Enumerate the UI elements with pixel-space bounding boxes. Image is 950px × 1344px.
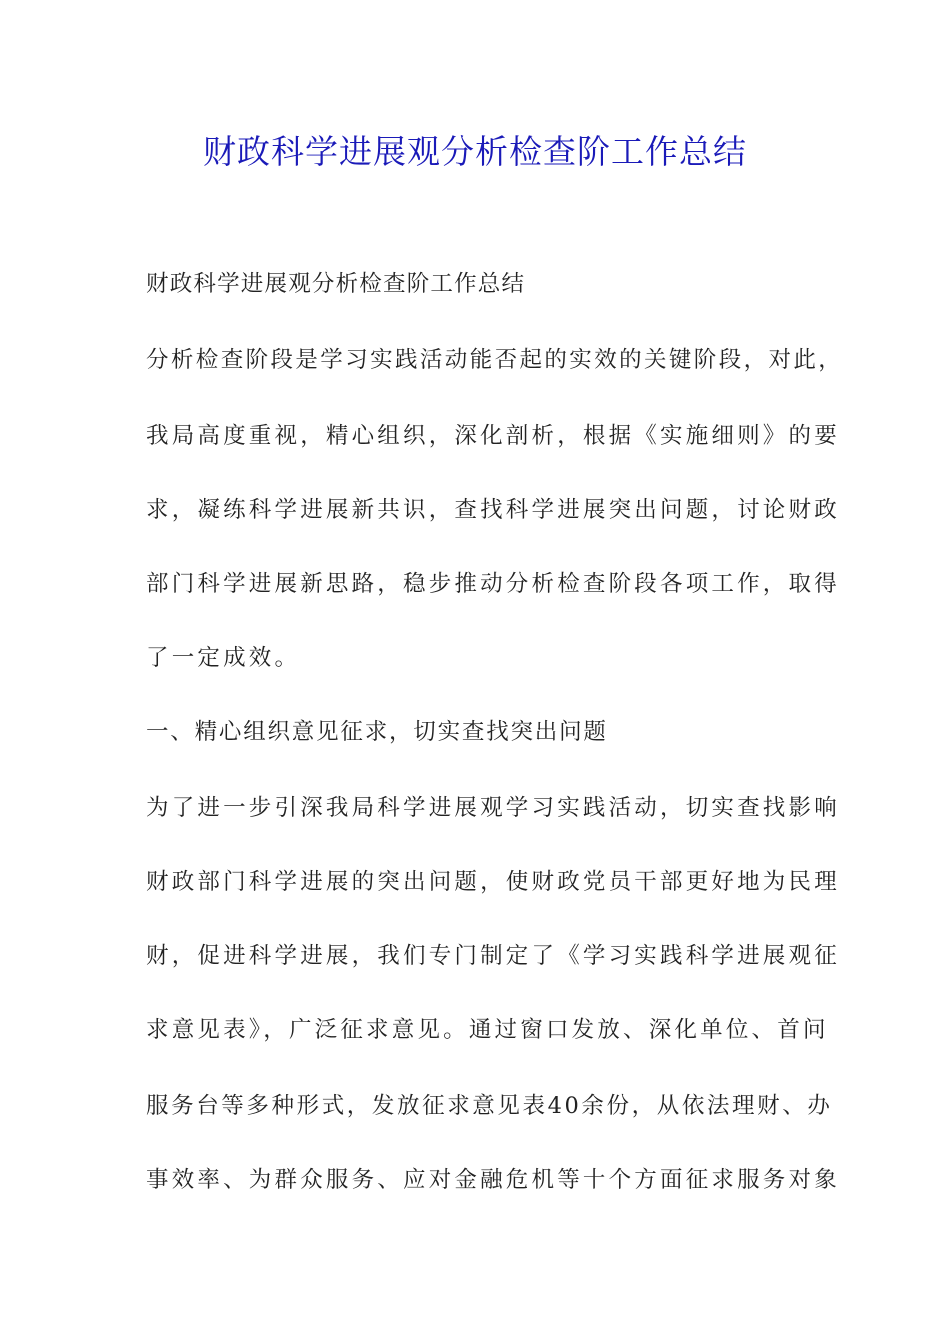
paragraph-line: 事效率、为群众服务、应对金融危机等十个方面征求服务对象 — [146, 1167, 840, 1193]
paragraph-line: 求意见表》，广泛征求意见。通过窗口发放、深化单位、首问 — [146, 1017, 829, 1043]
paragraph-line: 我局高度重视，精心组织，深化剖析，根据《实施细则》的要 — [146, 423, 840, 449]
paragraph-line: 部门科学进展新思路，稳步推动分析检查阶段各项工作，取得 — [146, 571, 840, 597]
document-title: 财政科学进展观分析检查阶工作总结 — [203, 132, 747, 171]
subtitle-line: 财政科学进展观分析检查阶工作总结 — [146, 271, 526, 297]
paragraph-line: 求，凝练科学进展新共识，查找科学进展突出问题，讨论财政 — [146, 497, 840, 523]
paragraph-line: 财，促进科学进展，我们专门制定了《学习实践科学进展观征 — [146, 943, 840, 969]
paragraph-line: 了一定成效。 — [146, 645, 301, 671]
paragraph-line: 为了进一步引深我局科学进展观学习实践活动，切实查找影响 — [146, 795, 840, 821]
paragraph-line: 财政部门科学进展的突出问题，使财政党员干部更好地为民理 — [146, 869, 840, 895]
section-heading: 一、精心组织意见征求，切实查找突出问题 — [146, 719, 608, 745]
paragraph-line: 服务台等多种形式，发放征求意见表40余份，从依法理财、办 — [146, 1093, 833, 1119]
paragraph-line: 分析检查阶段是学习实践活动能否起的实效的关键阶段，对此， — [146, 347, 844, 373]
